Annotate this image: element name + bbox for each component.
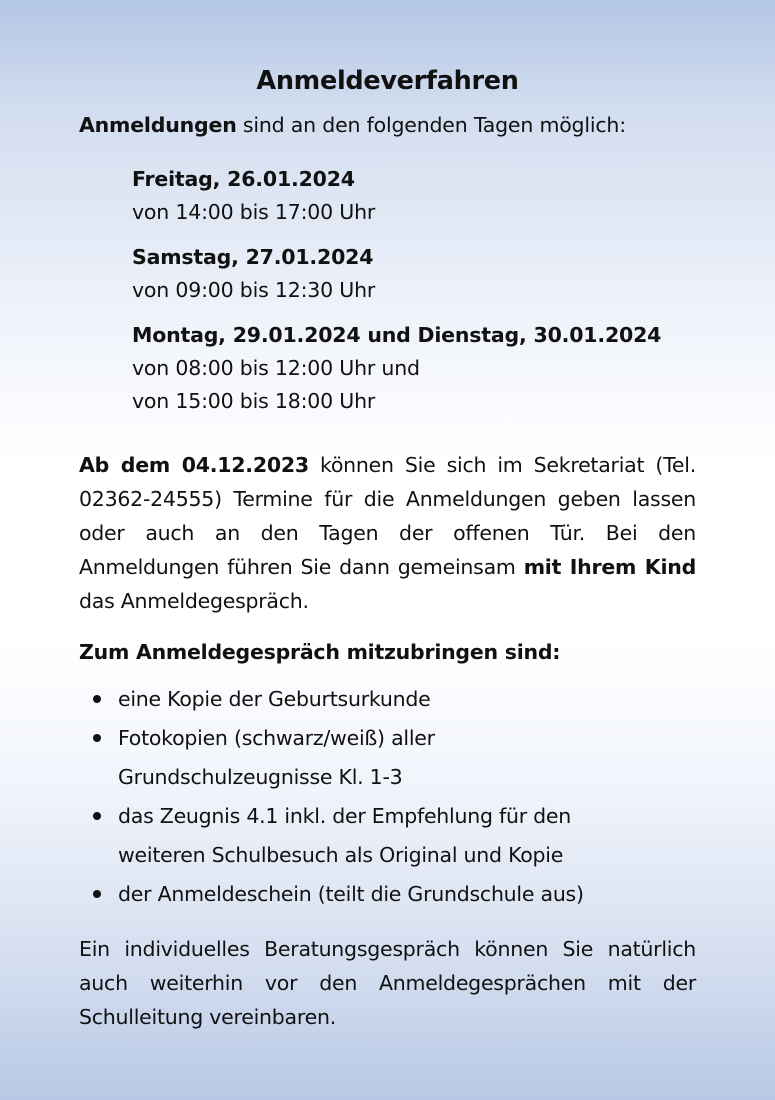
list-item [93,797,693,875]
paragraph-bold-start: Ab dem 04.12.2023 [79,453,309,477]
paragraph-text: können Sie sich im Sekretariat (Tel. 02362-24555) Termine für die Anmeldungen geben lassen oder auch an den Tagen der offenen Tür. Bei den Anmeldungen führen Sie dann gemeinsam [79,453,696,579]
checklist [93,680,693,914]
page-title: Anmeldeverfahren [256,66,519,96]
list-item-line: Fotokopien (schwarz/weiß) aller [118,726,435,750]
paragraph-text: das Anmeldegespräch. [79,589,309,613]
list-item-line: eine Kopie der Geburtsurkunde [118,687,431,711]
intro-bold: Anmeldungen [79,113,237,137]
slot-time: von 08:00 bis 12:00 Uhr und [132,356,420,380]
slot-day: Freitag, 26.01.2024 [132,167,355,191]
date-slot [132,241,661,307]
appointment-paragraph [79,448,696,618]
slot-time: von 09:00 bis 12:30 Uhr [132,278,376,302]
consultation-paragraph: Ein individuelles Beratungsgespräch können Sie natürlich auch weiterhin vor den Anmeldegesprächen mit der Schulleitung vereinbaren. [79,937,696,1029]
intro-text: sind an den folgenden Tagen möglich: [236,113,626,137]
bullet-icon [93,812,101,820]
list-item [93,875,693,914]
paragraph-bold-mid: mit Ihrem Kind [523,555,696,579]
date-slot [132,163,661,229]
slot-time: von 14:00 bis 17:00 Uhr [132,200,376,224]
slot-day: Samstag, 27.01.2024 [132,245,374,269]
registration-dates [132,163,661,430]
list-item [93,719,693,797]
bullet-icon [93,890,101,898]
list-item-line: weiteren Schulbesuch als Original und Kopie [118,843,564,867]
slot-time: von 15:00 bis 18:00 Uhr [132,389,376,413]
list-item-line: der Anmeldeschein (teilt die Grundschule aus) [118,882,584,906]
date-slot [132,319,661,418]
list-item-line: das Zeugnis 4.1 inkl. der Empfehlung für den [118,804,572,828]
intro-line [79,113,626,137]
bullet-icon [93,695,101,703]
list-item [93,680,693,719]
bullet-icon [93,734,101,742]
slot-day: Montag, 29.01.2024 und Dienstag, 30.01.2024 [132,323,662,347]
list-item-line: Grundschulzeugnisse Kl. 1-3 [118,765,403,789]
checklist-title: Zum Anmeldegespräch mitzubringen sind: [79,640,561,664]
